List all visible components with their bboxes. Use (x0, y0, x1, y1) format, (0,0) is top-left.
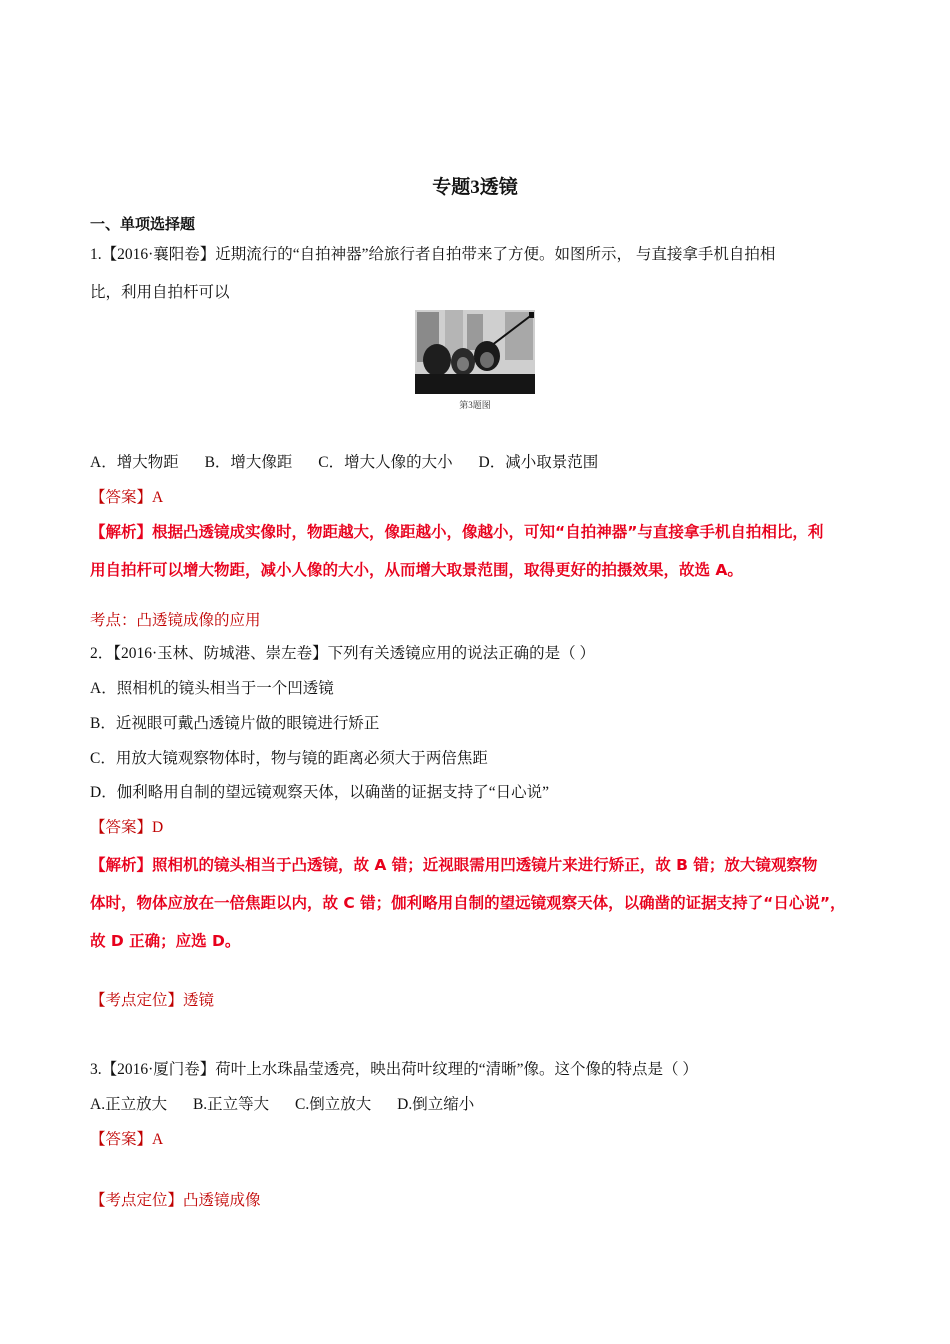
q3-answer: 【答案】A (90, 1131, 164, 1148)
q1-options (90, 450, 620, 472)
q1-point: 考点：凸透镜成像的应用 (90, 612, 261, 629)
q1-explanation-line2: 用自拍杆可以增大物距，减小人像的大小，从而增大取景范围，取得更好的拍摄效果，故选 A。 (90, 561, 743, 579)
q2-explanation-line1: 【解析】照相机的镜头相当于凸透镜，故 A 错；近视眼需用凹透镜片来进行矫正，故 B 错；放大镜观察物 (90, 856, 818, 874)
q2-explanation-line2: 体时，物体应放在一倍焦距以内，故 C 错；伽利略用自制的望远镜观察天体，以确凿的证据支持了“日心说”， (90, 894, 846, 912)
q1-option-a: A．增大物距 (90, 454, 179, 471)
q2-option-d: D．伽利略用自制的望远镜观察天体，以确凿的证据支持了“日心说” (90, 784, 549, 801)
q3-option-a: A.正立放大 (90, 1096, 168, 1113)
page-title: 专题3透镜 (432, 177, 518, 198)
q3-point: 【考点定位】凸透镜成像 (90, 1192, 261, 1209)
q2-option-a: A．照相机的镜头相当于一个凹透镜 (90, 680, 334, 697)
selfie-stick-photo (415, 310, 535, 394)
q3-stem: 3.【2016·厦门卷】荷叶上水珠晶莹透亮，映出荷叶纹理的“清晰”像。这个像的特点是（ ） (90, 1061, 698, 1078)
q1-option-b: B．增大像距 (204, 454, 293, 471)
q1-explanation-line1: 【解析】根据凸透镜成实像时，物距越大，像距越小，像越小，可知“自拍神器”与直接拿手机自拍相比，利 (90, 523, 824, 541)
q1-answer: 【答案】A (90, 489, 164, 506)
q1-stem-line2: 比，利用自拍杆可以 (90, 284, 230, 301)
q2-point: 【考点定位】透镜 (90, 992, 215, 1009)
q3-option-c: C.倒立放大 (295, 1096, 372, 1113)
q2-option-c: C．用放大镜观察物体时，物与镜的距离必须大于两倍焦距 (90, 750, 488, 767)
q3-options (90, 1092, 496, 1114)
section-heading: 一、单项选择题 (90, 217, 196, 233)
q3-option-b: B.正立等大 (192, 1096, 270, 1113)
q1-option-c: C．增大人像的大小 (318, 454, 453, 471)
q2-answer: 【答案】D (90, 819, 164, 836)
q2-stem: 2．【2016·玉林、防城港、崇左卷】下列有关透镜应用的说法正确的是（ ） (90, 645, 596, 662)
q1-stem-line1: 1.【2016·襄阳卷】近期流行的“自拍神器”给旅行者自拍带来了方便。如图所示， 与直接拿手机自拍相 (90, 246, 776, 263)
q3-option-d: D.倒立缩小 (397, 1096, 475, 1113)
figure-caption: 第3题图 (459, 400, 491, 410)
q2-option-b: B．近视眼可戴凸透镜片做的眼镜进行矫正 (90, 715, 380, 732)
q2-explanation-line3: 故 D 正确；应选 D。 (90, 932, 241, 950)
q1-option-d: D．减小取景范围 (478, 454, 599, 471)
